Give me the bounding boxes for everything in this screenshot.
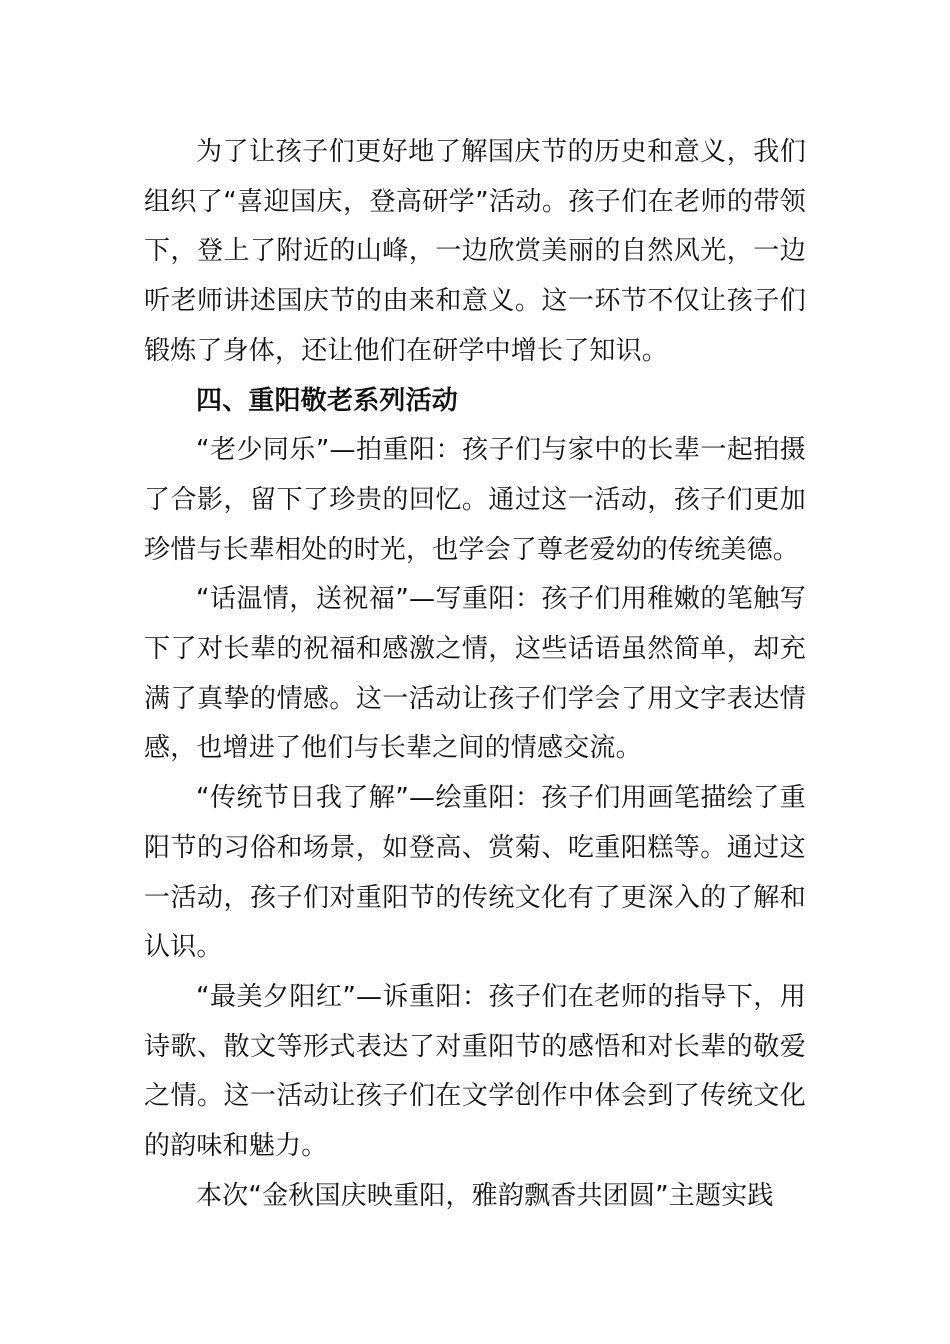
paragraph-tell-chongyang: “最美夕阳红”—诉重阳：孩子们在老师的指导下，用诗歌、散文等形式表达了对重阳节的感悟和对长辈的敬爱之情。这一活动让孩子们在文学创作中体会到了传统文化的韵味和魅力。 [144, 981, 806, 1162]
paragraph-photo-chongyang: “老少同乐”—拍重阳：孩子们与家中的长辈一起拍摄了合影，留下了珍贵的回忆。通过这一活动，孩子们更加珍惜与长辈相处的时光，也学会了尊老爱幼的传统美德。 [144, 435, 806, 565]
document-body [144, 128, 806, 1221]
paragraph-draw-chongyang: “传统节日我了解”—绘重阳：孩子们用画笔描绘了重阳节的习俗和场景，如登高、赏菊、吃重阳糕等。通过这一活动，孩子们对重阳节的传统文化有了更深入的了解和认识。 [144, 783, 806, 963]
paragraph-summary-start: 本次“金秋国庆映重阳，雅韵飘香共团圆”主题实践 [196, 1180, 774, 1211]
section-heading-chongyang: 四、重阳敬老系列活动 [196, 385, 459, 416]
paragraph-national-day-climbing: 为了让孩子们更好地了解国庆节的历史和意义，我们组织了“喜迎国庆，登高研学”活动。孩子们在老师的带领下，登上了附近的山峰，一边欣赏美丽的自然风光，一边听老师讲述国庆节的由来和意义。这一环节不仅让孩子们锻炼了身体，还让他们在研学中增长了知识。 [144, 137, 806, 366]
paragraph-write-chongyang: “话温情，送祝福”—写重阳：孩子们用稚嫩的笔触写下了对长辈的祝福和感激之情，这些话语虽然简单，却充满了真挚的情感。这一活动让孩子们学会了用文字表达情感，也增进了他们与长辈之间的情感交流。 [144, 584, 806, 764]
